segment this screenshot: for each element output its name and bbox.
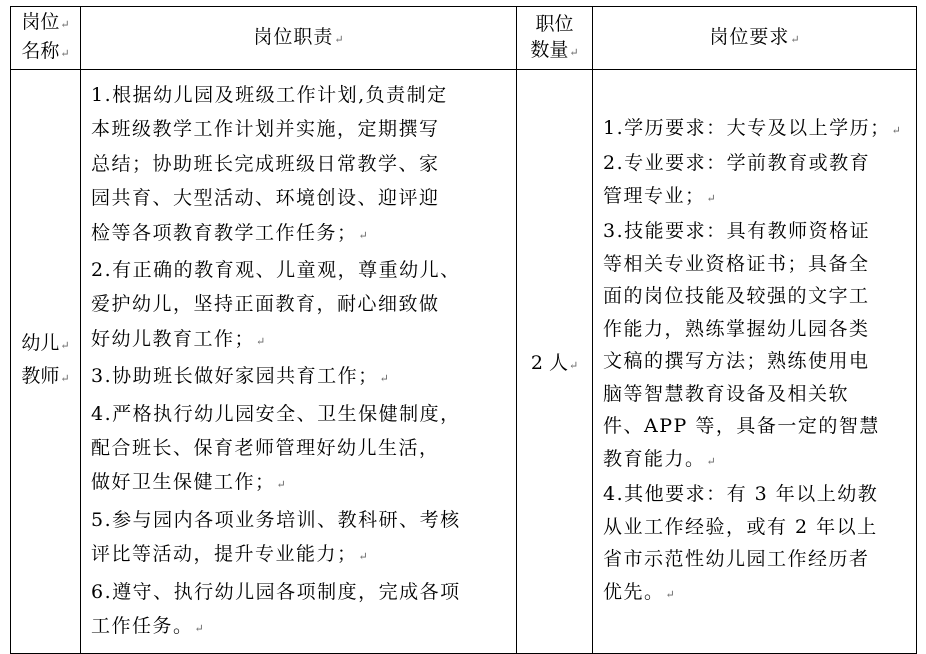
requirement-item (603, 215, 910, 478)
duty-item-line: 好幼儿教育工作；↵ (91, 327, 266, 350)
duty-item-line: 3.协助班长做好家园共育工作；↵ (91, 365, 389, 388)
duty-item-line: 4.严格执行幼儿园安全、卫生保健制度， (91, 402, 461, 425)
count-cell: 2 人↵ (517, 70, 593, 654)
duty-item-line: 做好卫生保健工作；↵ (91, 471, 286, 494)
duty-item-line: 评比等活动，提升专业能力；↵ (91, 543, 368, 566)
duty-item (91, 359, 510, 396)
header-position-name: 岗位↵ 名称↵ (11, 7, 81, 70)
requirement-item-line: 管理专业；↵ (603, 184, 716, 207)
requirement-item-line: 面的岗位技能及较强的文字工 (603, 285, 870, 307)
position-name-cell: 幼儿↵ 教师↵ (11, 70, 81, 654)
duty-item (91, 253, 510, 359)
requirement-item-line: 等相关专业资格证书；具备全 (603, 252, 870, 275)
requirement-item-line: 教育能力。↵ (603, 447, 716, 470)
requirement-item-line: 1.学历要求：大专及以上学历；↵ (603, 116, 901, 139)
requirement-item-line: 脑等智慧教育设备及相关软 (603, 382, 850, 405)
duty-item-line: 2.有正确的教育观、儿童观，尊重幼儿、 (91, 259, 461, 282)
duties-cell (81, 70, 517, 654)
duty-item-line: 园共育、大型活动、环境创设、迎评迎 (91, 187, 440, 210)
requirement-item-line: 省市示范性幼儿园工作经历者 (603, 548, 870, 570)
duty-item-line: 1.根据幼儿园及班级工作计划,负责制定 (91, 84, 448, 106)
requirement-item (603, 112, 910, 148)
duty-item-line: 5.参与园内各项业务培训、教科研、考核 (91, 508, 461, 531)
requirement-item-line: 作能力，熟练掌握幼儿园各类 (603, 317, 870, 340)
duty-item-line: 爱护幼儿，坚持正面教育，耐心细致做 (91, 293, 440, 316)
duty-item (91, 78, 510, 253)
requirement-item-line: 件、APP 等，具备一定的智慧 (603, 415, 880, 437)
duty-item-line: 检等各项教育教学工作任务；↵ (91, 221, 368, 244)
duty-item (91, 575, 510, 647)
requirement-item (603, 478, 910, 611)
header-requirements: 岗位要求↵ (593, 7, 917, 70)
requirement-item-line: 4.其他要求：有 3 年以上幼教 (603, 483, 879, 505)
requirement-item-line: 3.技能要求：具有教师资格证 (603, 220, 871, 242)
table-row (11, 70, 917, 654)
duty-item-line: 6.遵守、执行幼儿园各项制度，完成各项 (91, 580, 461, 603)
requirement-item-line: 优先。↵ (603, 580, 675, 603)
duty-item (91, 503, 510, 575)
duty-item-line: 工作任务。↵ (91, 615, 204, 638)
requirement-item-line: 2.专业要求：学前教育或教育 (603, 152, 871, 174)
duty-item-line: 本班级教学工作计划并实施，定期撰写 (91, 118, 440, 141)
duty-item-line: 总结；协助班长完成班级日常教学、家 (91, 152, 440, 175)
requirement-item-line: 从业工作经验，或有 2 年以上 (603, 515, 878, 538)
duty-item-line: 配合班长、保育老师管理好幼儿生活， (91, 437, 440, 460)
requirement-item-line: 文稿的撰写方法；熟练使用电 (603, 350, 870, 372)
header-count: 职位 数量↵ (517, 7, 593, 70)
requirements-cell (593, 70, 917, 654)
header-row (11, 7, 917, 70)
duty-item (91, 397, 510, 503)
job-table (10, 6, 917, 654)
requirement-item (603, 147, 910, 215)
header-duties: 岗位职责↵ (81, 7, 517, 70)
